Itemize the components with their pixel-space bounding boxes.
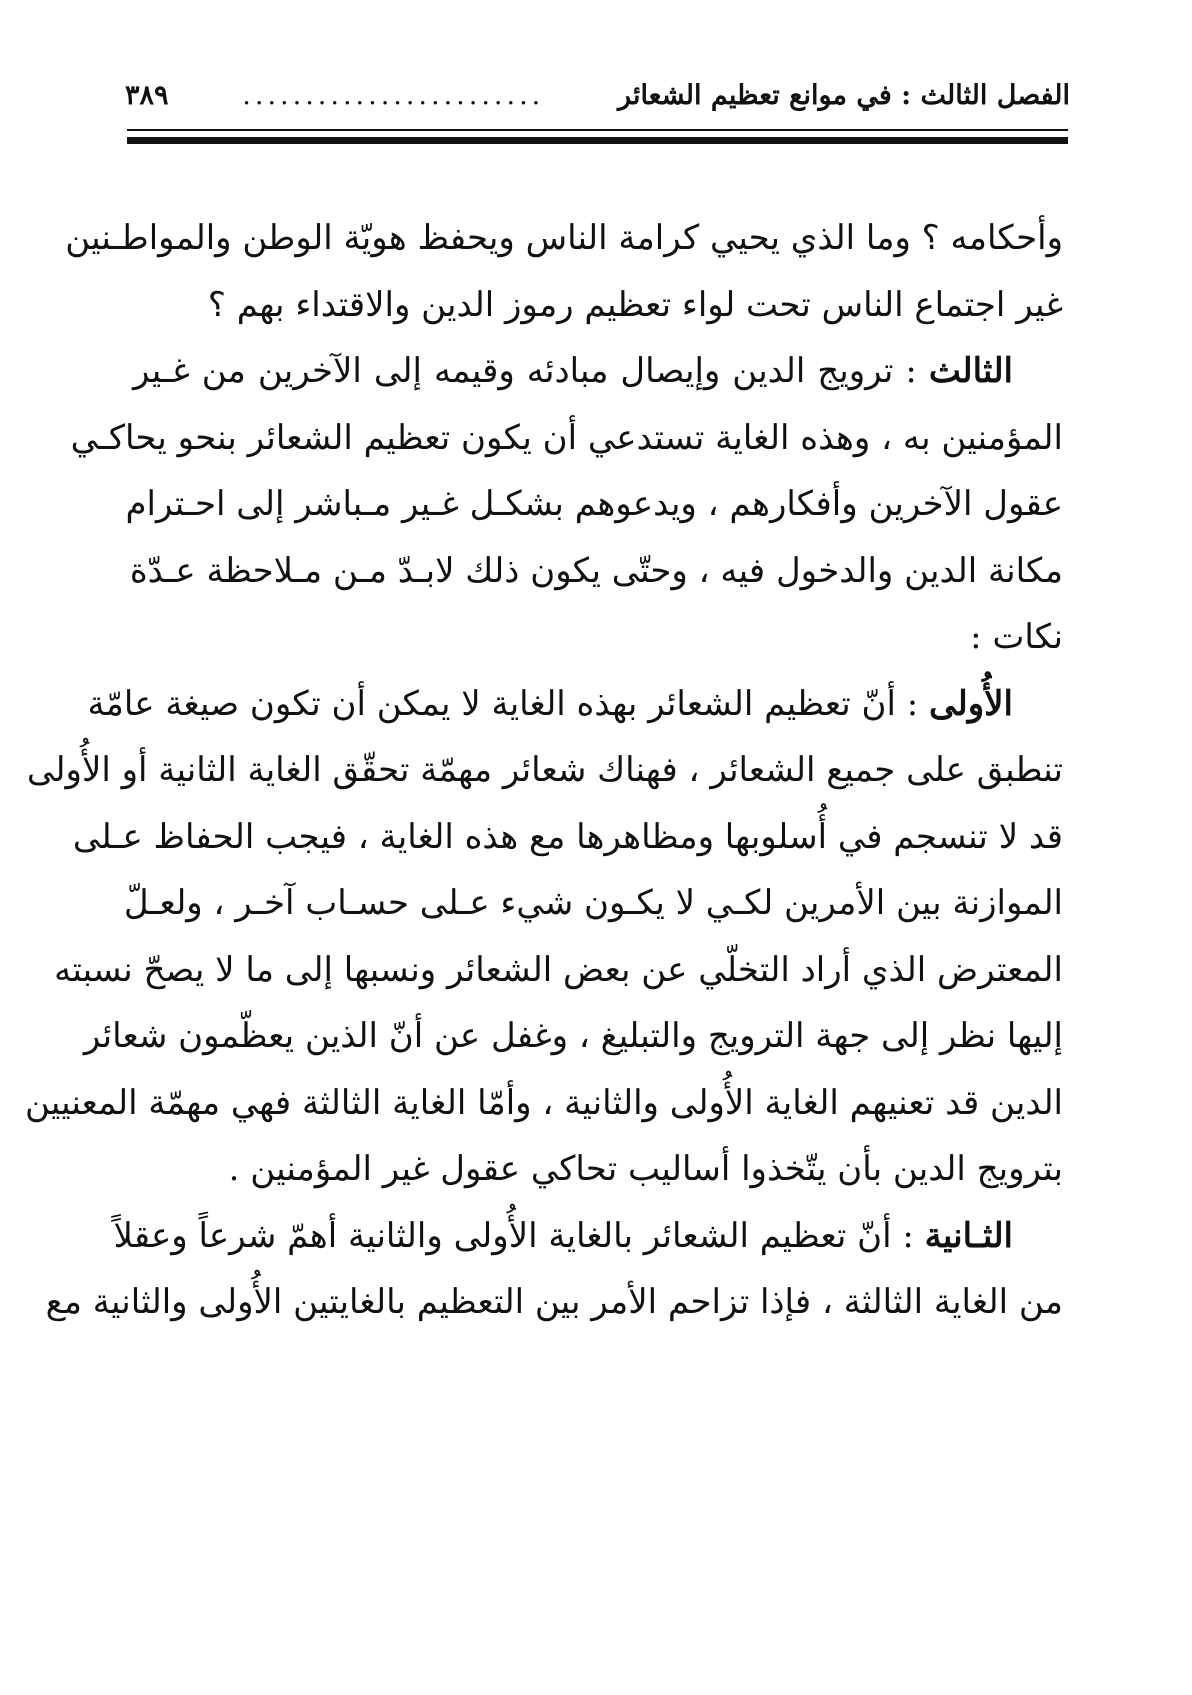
text-line: تنطبق على جميع الشعائر ، فهناك شعائر مهمّة تحقّق الغاية الثانية أو الأُولى (26, 750, 1063, 790)
text-line: بترويج الدين بأن يتّخذوا أساليب تحاكي عقول غير المؤمنين . (228, 1149, 1063, 1189)
paragraph-lead: الثالث (928, 351, 1013, 391)
text-line: من الغاية الثالثة ، فإذا تزاحم الأمر بين التعظيم بالغايتين الأُولى والثانية مع (45, 1282, 1063, 1322)
text-line: الثالث : ترويج الدين وإيصال مبادئه وقيمه إلى الآخرين من غـير (133, 351, 1013, 391)
text-line: غير اجتماع الناس تحت لواء تعظيم رموز الدين والاقتداء بهم ؟ (207, 284, 1063, 325)
text-line: عقول الآخرين وأفكارهم ، ويدعوهم بشكـل غـير مـباشر إلى احـترام (125, 484, 1063, 524)
text-line: مكانة الدين والدخول فيه ، وحتّى يكون ذلك لابـدّ مـن مـلاحظة عـدّة (129, 550, 1063, 591)
text-line: وأحكامه ؟ وما الذي يحيي كرامة الناس ويحفظ هويّة الوطن والمواطـنين (65, 218, 1063, 258)
running-header (125, 70, 1070, 120)
header-rule-thin (127, 129, 1068, 131)
text-line: المؤمنين به ، وهذه الغاية تستدعي أن يكون تعظيم الشعائر بنحو يحاكـي (70, 417, 1063, 458)
text-line: الموازنة بين الأمرين لكـي لا يكـون شيء عـلى حسـاب آخـر ، ولعـلّ (123, 883, 1063, 923)
text-line: الأُولى : أنّ تعظيم الشعائر بهذه الغاية لا يمكن أن تكون صيغة عامّة (87, 683, 1013, 724)
page-number: ٣٨٩ (125, 79, 169, 111)
body-text (25, 205, 1063, 1336)
text-line: نكات : (970, 617, 1063, 657)
text-line: قد لا تنسجم في أُسلوبها ومظاهرها مع هذه الغاية ، فيجب الحفاظ عـلى (72, 816, 1063, 857)
paragraph-lead: الأُولى (929, 683, 1013, 724)
text-line: المعترض الذي أراد التخلّي عن بعض الشعائر ونسبها إلى ما لا يصحّ نسبته (54, 949, 1063, 990)
text-line: الدين قد تعنيهم الغاية الأُولى والثانية ، وأمّا الغاية الثالثة فهي مهمّة المعنيين (25, 1082, 1063, 1123)
header-rule-thick (127, 137, 1068, 144)
text-line: الثـانية : أنّ تعظيم الشعائر بالغاية الأُولى والثانية أهمّ شرعاً وعقلاً (113, 1215, 1013, 1256)
paragraph-lead: الثـانية (924, 1215, 1013, 1256)
leader-dots: ........................ (242, 79, 545, 111)
text-line: إليها نظر إلى جهة الترويج والتبليغ ، وغفل عن أنّ الذين يعظّمون شعائر (83, 1016, 1063, 1056)
chapter-title: الفصل الثالث : في موانع تعظيم الشعائر (618, 79, 1070, 111)
